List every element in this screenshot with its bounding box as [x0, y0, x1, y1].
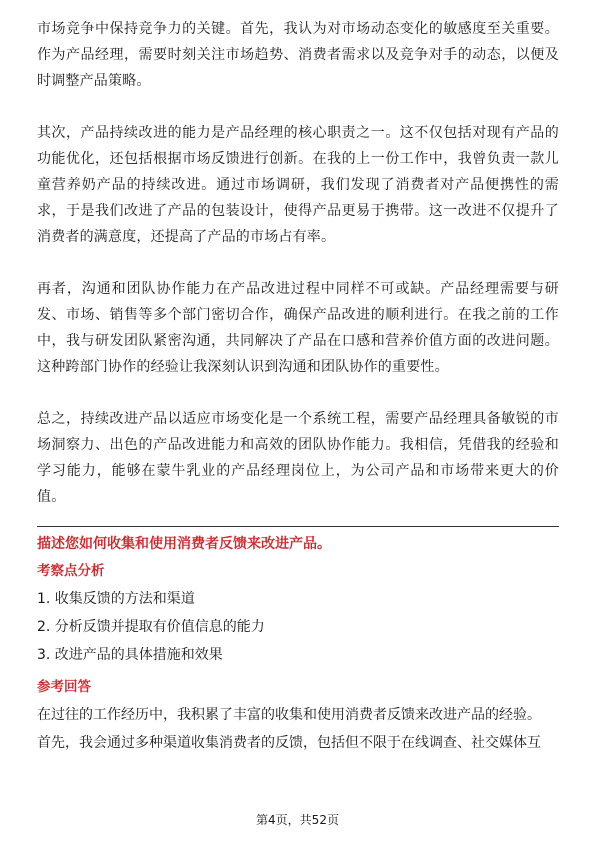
document-page [37, 16, 559, 757]
paragraph-team-collaboration: 再者，沟通和团队协作能力在产品改进过程中同样不可或缺。产品经理需要与研发、市场、销售等多个部门密切合作，确保产品改进的顺利进行。在我之前的工作中，我与研发团队紧密沟通，共同解决了产品在口感和营养价值方面的改进问题。这种跨部门协作的经验让我深刻认识到沟通和团队协作的重要性。 [37, 281, 559, 375]
paragraph-conclusion: 总之，持续改进产品以适应市场变化是一个系统工程，需要产品经理具备敏锐的市场洞察力、出色的产品改进能力和高效的团队协作能力。我相信，凭借我的经验和学习能力，能够在蒙牛乳业的产品经理岗位上，为公司产品和市场带来更大的价值。 [37, 411, 559, 505]
answer-line: 在过往的工作经历中，我积累了丰富的收集和使用消费者反馈来改进产品的经验。 [37, 707, 541, 723]
paragraph-gap [37, 94, 559, 120]
answer-heading: 参考回答 [37, 679, 91, 695]
section-divider [37, 526, 559, 527]
paragraph-gap [37, 250, 559, 276]
analysis-point: 1. 收集反馈的方法和渠道 [37, 591, 195, 607]
paragraph-gap [37, 380, 559, 406]
paragraph-market-sensitivity: 市场竞争中保持竞争力的关键。首先，我认为对市场动态变化的敏感度至关重要。作为产品经理，需要时刻关注市场趋势、消费者需求以及竞争对手的动态，以便及时调整产品策略。 [37, 21, 559, 89]
answer-line: 首先，我会通过多种渠道收集消费者的反馈，包括但不限于在线调查、社交媒体互 [37, 735, 541, 751]
interview-question: 描述您如何收集和使用消费者反馈来改进产品。 [37, 536, 331, 552]
page-number-footer: 第4页，共52页 [256, 813, 339, 827]
analysis-point: 2. 分析反馈并提取有价值信息的能力 [37, 619, 265, 635]
analysis-point: 3. 改进产品的具体措施和效果 [37, 647, 223, 663]
analysis-heading: 考察点分析 [37, 563, 105, 579]
paragraph-continuous-improvement: 其次，产品持续改进的能力是产品经理的核心职责之一。这不仅包括对现有产品的功能优化，还包括根据市场反馈进行创新。在我的上一份工作中，我曾负责一款儿童营养奶产品的持续改进。通过市场调研，我们发现了消费者对产品便携性的需求，于是我们改进了产品的包装设计，使得产品更易于携带。这一改进不仅提升了消费者的满意度，还提高了产品的市场占有率。 [37, 125, 559, 245]
